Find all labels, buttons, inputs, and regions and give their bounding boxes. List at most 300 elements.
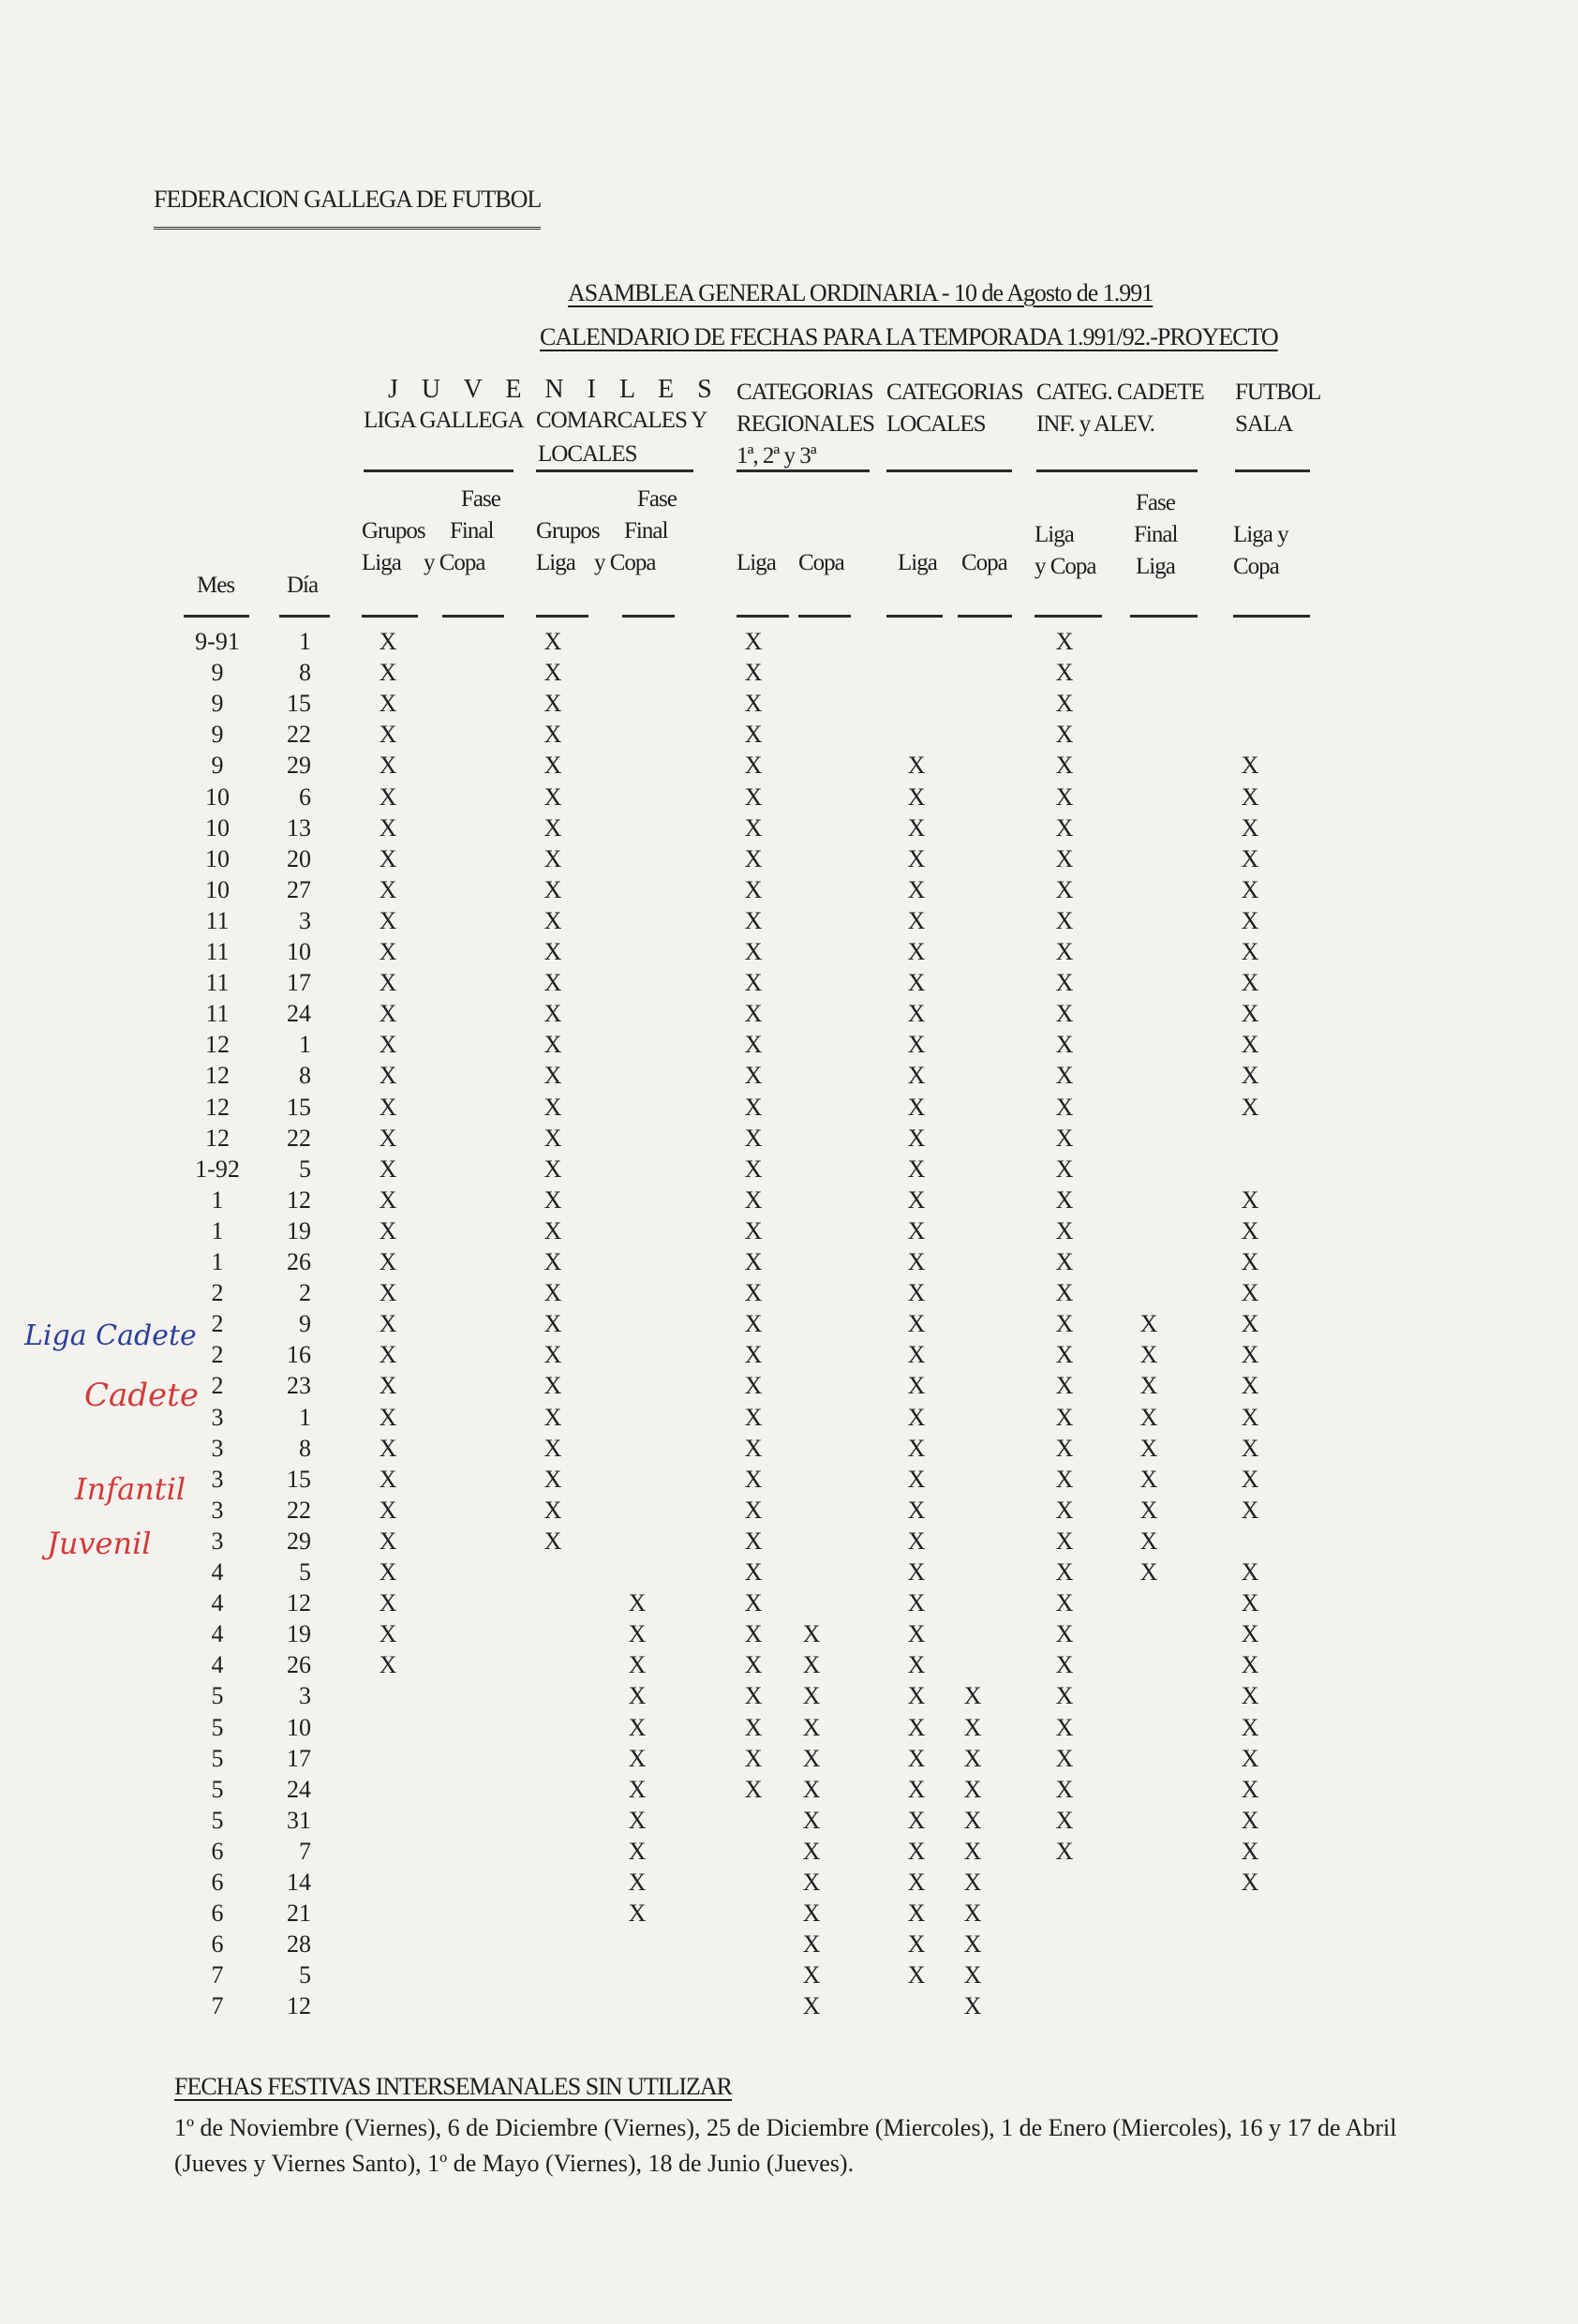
lg-liga: Liga <box>362 550 401 575</box>
schedule-mark: X <box>1139 1341 1158 1369</box>
schedule-mark: X <box>1055 1310 1074 1338</box>
schedule-mark: X <box>1055 1558 1074 1586</box>
row-dia: 14 <box>287 1869 311 1896</box>
schedule-mark: X <box>543 875 562 903</box>
comarcales-header-line2: LOCALES <box>538 441 637 467</box>
cl-fase: Fase <box>637 486 677 512</box>
schedule-mark: X <box>744 690 763 718</box>
schedule-mark: X <box>744 1465 763 1493</box>
column-rule <box>958 615 1012 618</box>
schedule-mark: X <box>1241 906 1259 934</box>
row-mes: 4 <box>211 1620 224 1648</box>
schedule-mark: X <box>744 659 763 687</box>
schedule-mark: X <box>1241 813 1259 842</box>
schedule-mark: X <box>543 844 562 872</box>
schedule-mark: X <box>744 1031 763 1059</box>
schedule-mark: X <box>907 1558 926 1586</box>
schedule-mark: X <box>1055 1496 1074 1524</box>
row-dia: 19 <box>287 1216 311 1244</box>
schedule-mark: X <box>802 1930 821 1959</box>
schedule-mark: X <box>379 1062 397 1090</box>
schedule-mark: X <box>1055 1124 1074 1152</box>
schedule-mark: X <box>628 1837 647 1865</box>
row-mes: 3 <box>211 1527 224 1555</box>
schedule-mark: X <box>744 1372 763 1400</box>
row-dia: 8 <box>299 1062 311 1090</box>
schedule-mark: X <box>907 969 926 997</box>
schedule-mark: X <box>1241 844 1259 872</box>
schedule-mark: X <box>907 1775 926 1803</box>
row-dia: 24 <box>287 1775 311 1803</box>
schedule-mark: X <box>628 1806 647 1834</box>
schedule-mark: X <box>744 906 763 934</box>
row-mes: 10 <box>205 875 230 903</box>
row-mes: 12 <box>205 1031 230 1059</box>
schedule-mark: X <box>543 1434 562 1462</box>
schedule-mark: X <box>963 1806 982 1834</box>
row-mes: 1 <box>211 1185 224 1214</box>
row-dia: 15 <box>287 1465 311 1493</box>
row-dia: 10 <box>287 1713 311 1741</box>
schedule-mark: X <box>1241 1496 1259 1524</box>
schedule-mark: X <box>1055 752 1074 780</box>
schedule-mark: X <box>1241 1093 1259 1121</box>
schedule-mark: X <box>543 1403 562 1431</box>
schedule-mark: X <box>744 1744 763 1772</box>
schedule-mark: X <box>907 875 926 903</box>
schedule-mark: X <box>802 1620 821 1648</box>
schedule-mark: X <box>543 1031 562 1059</box>
cat-regionales-header-line1: CATEGORIAS <box>737 380 873 405</box>
schedule-mark: X <box>379 721 397 749</box>
schedule-mark: X <box>1139 1434 1158 1462</box>
row-mes: 12 <box>205 1062 230 1090</box>
schedule-mark: X <box>379 1124 397 1152</box>
annotation-infantil: Infantil <box>75 1471 186 1507</box>
annotation-liga-cadete: Liga Cadete <box>24 1319 197 1352</box>
schedule-mark: X <box>1241 1775 1259 1803</box>
schedule-mark: X <box>1055 690 1074 718</box>
schedule-mark: X <box>963 1775 982 1803</box>
schedule-mark: X <box>744 1403 763 1431</box>
schedule-mark: X <box>543 782 562 811</box>
schedule-mark: X <box>379 1465 397 1493</box>
schedule-mark: X <box>907 1837 926 1865</box>
schedule-mark: X <box>1055 1155 1074 1183</box>
schedule-mark: X <box>1241 1682 1259 1710</box>
schedule-mark: X <box>628 1899 647 1928</box>
schedule-mark: X <box>1055 1372 1074 1400</box>
schedule-mark: X <box>379 1527 397 1555</box>
column-rule <box>1233 615 1310 618</box>
schedule-mark: X <box>1055 1062 1074 1090</box>
row-mes: 6 <box>211 1930 224 1959</box>
schedule-mark: X <box>907 782 926 811</box>
schedule-mark: X <box>1055 1341 1074 1369</box>
row-mes: 5 <box>211 1713 224 1741</box>
schedule-mark: X <box>1055 1465 1074 1493</box>
schedule-mark: X <box>379 782 397 811</box>
schedule-mark: X <box>543 628 562 655</box>
juveniles-header: J U V E N I L E S <box>388 375 721 404</box>
schedule-mark: X <box>744 1651 763 1679</box>
schedule-mark: X <box>1241 1651 1259 1679</box>
schedule-mark: X <box>744 1620 763 1648</box>
schedule-mark: X <box>1241 1403 1259 1431</box>
schedule-mark: X <box>1241 752 1259 780</box>
schedule-mark: X <box>1055 1434 1074 1462</box>
schedule-mark: X <box>963 1899 982 1928</box>
row-mes: 1 <box>211 1216 224 1244</box>
row-dia: 22 <box>287 721 311 749</box>
row-mes: 5 <box>211 1775 224 1803</box>
cl-final: Final <box>624 518 668 544</box>
group-rule <box>886 469 1012 472</box>
schedule-mark: X <box>543 1093 562 1121</box>
schedule-mark: X <box>907 1869 926 1896</box>
schedule-mark: X <box>1055 1000 1074 1028</box>
schedule-mark: X <box>1241 1216 1259 1244</box>
schedule-mark: X <box>379 1155 397 1183</box>
schedule-mark: X <box>907 1403 926 1431</box>
schedule-mark: X <box>802 1713 821 1741</box>
cat-regionales-header-line3: 1ª, 2ª y 3ª <box>737 443 816 469</box>
schedule-mark: X <box>543 1155 562 1183</box>
schedule-mark: X <box>379 875 397 903</box>
schedule-mark: X <box>744 938 763 965</box>
group-rule <box>536 469 693 472</box>
cat-locales-header-line1: CATEGORIAS <box>886 380 1023 405</box>
schedule-mark: X <box>1055 721 1074 749</box>
cr-liga: Liga <box>737 550 776 575</box>
row-mes: 10 <box>205 782 230 811</box>
row-dia: 5 <box>299 1558 311 1586</box>
schedule-mark: X <box>543 813 562 842</box>
schedule-mark: X <box>1241 1558 1259 1586</box>
row-mes: 4 <box>211 1558 224 1586</box>
row-dia: 8 <box>299 1434 311 1462</box>
row-mes: 11 <box>205 906 230 934</box>
schedule-mark: X <box>1055 1682 1074 1710</box>
column-rule <box>362 615 418 618</box>
schedule-mark: X <box>628 1589 647 1617</box>
row-mes: 10 <box>205 813 230 842</box>
cat-infantil-header-line2: INF. y ALEV. <box>1036 411 1154 437</box>
schedule-mark: X <box>1055 906 1074 934</box>
lg-y-copa: y Copa <box>424 550 485 575</box>
schedule-mark: X <box>744 813 763 842</box>
schedule-mark: X <box>744 1155 763 1183</box>
organization-name: FEDERACION GALLEGA DE FUTBOL <box>154 186 541 230</box>
schedule-mark: X <box>1055 1093 1074 1121</box>
schedule-mark: X <box>907 1930 926 1959</box>
row-dia: 12 <box>287 1992 311 2020</box>
schedule-mark: X <box>1055 1837 1074 1865</box>
row-dia: 29 <box>287 1527 311 1555</box>
schedule-mark: X <box>543 1465 562 1493</box>
annotation-cadete: Cadete <box>84 1377 199 1414</box>
schedule-mark: X <box>1241 1248 1259 1275</box>
schedule-mark: X <box>379 659 397 687</box>
calendar-title: CALENDARIO DE FECHAS PARA LA TEMPORADA 1.991/92.-PROYECTO <box>540 323 1278 350</box>
footer-title: FECHAS FESTIVAS INTERSEMANALES SIN UTILIZAR <box>174 2073 733 2100</box>
schedule-mark: X <box>907 1899 926 1928</box>
schedule-mark: X <box>907 1961 926 1989</box>
schedule-mark: X <box>1055 1185 1074 1214</box>
schedule-mark: X <box>1241 1465 1259 1493</box>
schedule-mark: X <box>907 1527 926 1555</box>
cat-infantil-header-line1: CATEG. CADETE <box>1036 380 1204 405</box>
column-rule <box>1130 615 1198 618</box>
fs-copa: Copa <box>1233 554 1279 579</box>
schedule-mark: X <box>744 1527 763 1555</box>
row-dia: 1 <box>299 1031 311 1059</box>
schedule-mark: X <box>907 844 926 872</box>
schedule-mark: X <box>543 752 562 780</box>
row-dia: 1 <box>299 628 311 655</box>
schedule-mark: X <box>1055 1248 1074 1275</box>
schedule-mark: X <box>379 1496 397 1524</box>
schedule-mark: X <box>1055 1216 1074 1244</box>
schedule-mark: X <box>543 1248 562 1275</box>
row-dia: 28 <box>287 1930 311 1959</box>
schedule-mark: X <box>907 1185 926 1214</box>
schedule-mark: X <box>628 1869 647 1896</box>
row-dia: 3 <box>299 1682 311 1710</box>
schedule-mark: X <box>543 690 562 718</box>
row-mes: 3 <box>211 1434 224 1462</box>
schedule-mark: X <box>907 1310 926 1338</box>
handwritten-annotation <box>19 1307 206 1476</box>
row-mes: 2 <box>211 1341 224 1369</box>
schedule-mark: X <box>543 721 562 749</box>
row-dia: 7 <box>299 1837 311 1865</box>
group-rule <box>1235 469 1310 472</box>
cr-copa: Copa <box>798 550 844 575</box>
schedule-mark: X <box>379 969 397 997</box>
schedule-mark: X <box>744 721 763 749</box>
schedule-mark: X <box>1055 1806 1074 1834</box>
schedule-mark: X <box>744 1682 763 1710</box>
schedule-mark: X <box>1055 844 1074 872</box>
schedule-mark: X <box>1055 1589 1074 1617</box>
clo-liga: Liga <box>898 550 937 575</box>
schedule-mark: X <box>1241 1185 1259 1214</box>
row-mes: 11 <box>205 1000 230 1028</box>
schedule-mark: X <box>1055 969 1074 997</box>
schedule-mark: X <box>1241 1744 1259 1772</box>
schedule-mark: X <box>543 659 562 687</box>
schedule-mark: X <box>802 1806 821 1834</box>
cl-y-copa: y Copa <box>594 550 656 575</box>
schedule-mark: X <box>379 1372 397 1400</box>
schedule-mark: X <box>1241 1589 1259 1617</box>
column-rule <box>184 615 249 618</box>
schedule-mark: X <box>744 1341 763 1369</box>
schedule-mark: X <box>379 1403 397 1431</box>
schedule-mark: X <box>1055 1031 1074 1059</box>
futbol-sala-header-line2: SALA <box>1235 411 1293 437</box>
schedule-mark: X <box>907 1806 926 1834</box>
footer-body: 1º de Noviembre (Viernes), 6 de Diciembre (Viernes), 25 de Diciembre (Miercoles), 1 de Enero (Miercoles), 16 y 17 de Abril (Jueves y Viernes Santo), 1º de Mayo (Viernes), 18 de Junio (Jueves). <box>174 2114 1397 2177</box>
schedule-mark: X <box>907 1031 926 1059</box>
row-dia: 1 <box>299 1403 311 1431</box>
lg-grupos: Grupos <box>362 518 425 544</box>
column-rule <box>798 615 851 618</box>
row-mes: 3 <box>211 1403 224 1431</box>
row-mes: 5 <box>211 1806 224 1834</box>
schedule-mark: X <box>628 1744 647 1772</box>
ci-liga: Liga <box>1035 522 1074 547</box>
schedule-mark: X <box>628 1682 647 1710</box>
schedule-mark: X <box>379 1031 397 1059</box>
schedule-mark: X <box>1241 1279 1259 1307</box>
column-rule <box>442 615 504 618</box>
row-dia: 22 <box>287 1496 311 1524</box>
schedule-mark: X <box>744 1558 763 1586</box>
schedule-mark: X <box>1055 628 1074 655</box>
row-dia: 6 <box>299 782 311 811</box>
schedule-mark: X <box>543 906 562 934</box>
schedule-mark: X <box>802 1651 821 1679</box>
schedule-mark: X <box>379 690 397 718</box>
schedule-mark: X <box>628 1775 647 1803</box>
schedule-mark: X <box>1055 1713 1074 1741</box>
schedule-mark: X <box>907 1589 926 1617</box>
schedule-mark: X <box>802 1869 821 1896</box>
schedule-mark: X <box>1241 1310 1259 1338</box>
schedule-mark: X <box>744 1093 763 1121</box>
schedule-mark: X <box>744 1000 763 1028</box>
row-dia: 21 <box>287 1899 311 1928</box>
schedule-mark: X <box>379 1620 397 1648</box>
row-dia: 10 <box>287 938 311 965</box>
schedule-mark: X <box>802 1775 821 1803</box>
schedule-mark: X <box>802 1682 821 1710</box>
schedule-mark: X <box>744 1062 763 1090</box>
row-dia: 15 <box>287 690 311 718</box>
schedule-mark: X <box>744 844 763 872</box>
schedule-mark: X <box>628 1713 647 1741</box>
schedule-mark: X <box>744 1279 763 1307</box>
cat-locales-header-line2: LOCALES <box>886 411 986 437</box>
row-dia: 12 <box>287 1185 311 1214</box>
row-dia: 19 <box>287 1620 311 1648</box>
dia-header: Día <box>287 573 319 598</box>
group-rule <box>737 469 870 472</box>
schedule-mark: X <box>379 1310 397 1338</box>
schedule-mark: X <box>907 1124 926 1152</box>
schedule-mark: X <box>907 1620 926 1648</box>
schedule-mark: X <box>1139 1465 1158 1493</box>
schedule-mark: X <box>907 1372 926 1400</box>
column-rule <box>1035 615 1102 618</box>
schedule-mark: X <box>1139 1527 1158 1555</box>
schedule-mark: X <box>963 1869 982 1896</box>
schedule-mark: X <box>1241 1372 1259 1400</box>
row-mes: 11 <box>205 969 230 997</box>
schedule-mark: X <box>907 1744 926 1772</box>
schedule-mark: X <box>907 906 926 934</box>
schedule-mark: X <box>1055 1527 1074 1555</box>
row-mes: 6 <box>211 1869 224 1896</box>
row-mes: 2 <box>211 1279 224 1307</box>
row-mes: 12 <box>205 1124 230 1152</box>
row-mes: 9 <box>211 690 224 718</box>
schedule-mark: X <box>543 1062 562 1090</box>
row-mes: 9 <box>211 752 224 780</box>
schedule-mark: X <box>379 1185 397 1214</box>
schedule-mark: X <box>802 1837 821 1865</box>
schedule-mark: X <box>907 1465 926 1493</box>
schedule-mark: X <box>744 1310 763 1338</box>
row-mes: 9-91 <box>195 628 240 655</box>
schedule-mark: X <box>543 1372 562 1400</box>
schedule-mark: X <box>744 1124 763 1152</box>
schedule-mark: X <box>379 752 397 780</box>
row-mes: 9 <box>211 659 224 687</box>
row-dia: 17 <box>287 969 311 997</box>
schedule-mark: X <box>543 938 562 965</box>
schedule-mark: X <box>963 1992 982 2020</box>
schedule-mark: X <box>379 1589 397 1617</box>
schedule-mark: X <box>744 1496 763 1524</box>
schedule-mark: X <box>907 1062 926 1090</box>
column-rule <box>737 615 789 618</box>
schedule-mark: X <box>1055 782 1074 811</box>
schedule-mark: X <box>1241 1713 1259 1741</box>
cat-regionales-header-line2: REGIONALES <box>737 411 874 437</box>
lg-fase: Fase <box>461 486 500 512</box>
row-dia: 29 <box>287 752 311 780</box>
row-mes: 5 <box>211 1744 224 1772</box>
row-dia: 23 <box>287 1372 311 1400</box>
row-dia: 13 <box>287 813 311 842</box>
schedule-mark: X <box>1139 1372 1158 1400</box>
schedule-mark: X <box>628 1620 647 1648</box>
row-mes: 5 <box>211 1682 224 1710</box>
schedule-mark: X <box>1055 1744 1074 1772</box>
row-mes: 7 <box>211 1961 224 1989</box>
row-dia: 8 <box>299 659 311 687</box>
schedule-mark: X <box>1241 1341 1259 1369</box>
row-dia: 22 <box>287 1124 311 1152</box>
fs-liga-y: Liga y <box>1233 522 1288 547</box>
schedule-mark: X <box>907 1216 926 1244</box>
ci-fase: Fase <box>1136 490 1175 515</box>
schedule-mark: X <box>963 1930 982 1959</box>
schedule-mark: X <box>1139 1403 1158 1431</box>
row-mes: 7 <box>211 1992 224 2020</box>
group-rule <box>1036 469 1198 472</box>
schedule-mark: X <box>744 782 763 811</box>
row-mes: 3 <box>211 1465 224 1493</box>
schedule-mark: X <box>907 752 926 780</box>
schedule-mark: X <box>379 813 397 842</box>
schedule-mark: X <box>907 938 926 965</box>
schedule-mark: X <box>1241 1031 1259 1059</box>
row-mes: 4 <box>211 1589 224 1617</box>
schedule-mark: X <box>543 1000 562 1028</box>
schedule-mark: X <box>379 1558 397 1586</box>
row-mes: 6 <box>211 1837 224 1865</box>
cl-liga: Liga <box>536 550 575 575</box>
column-rule <box>886 615 943 618</box>
schedule-mark: X <box>379 1279 397 1307</box>
cl-grupos: Grupos <box>536 518 600 544</box>
schedule-mark: X <box>543 1310 562 1338</box>
schedule-mark: X <box>963 1682 982 1710</box>
